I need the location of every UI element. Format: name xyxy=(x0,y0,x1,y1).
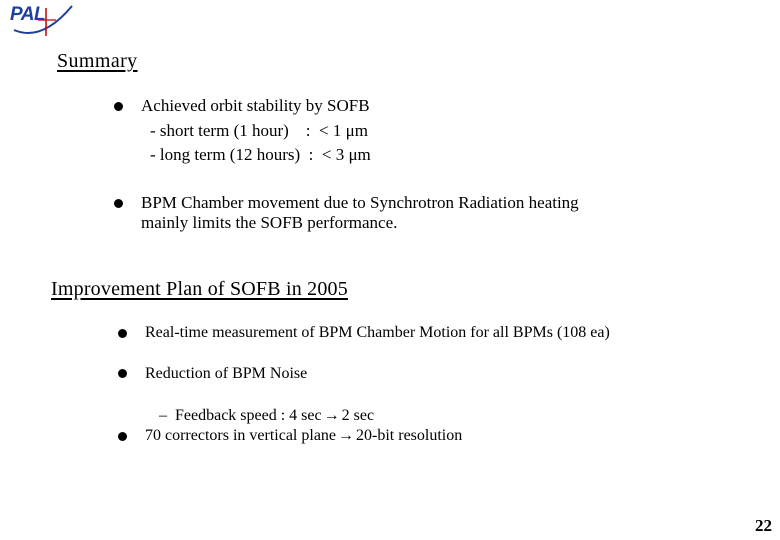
pal-logo xyxy=(6,2,76,38)
bullet-dot xyxy=(118,369,127,378)
plan-heading: Improvement Plan of SOFB in 2005 xyxy=(51,278,348,300)
plan-item-2-sub xyxy=(151,389,374,425)
summary-heading: Summary xyxy=(57,50,138,72)
bullet-dot xyxy=(114,199,123,208)
bullet-dot xyxy=(118,432,127,441)
plan-item-3-b: 20-bit resolution xyxy=(356,427,463,444)
summary-bullet-1-sub-1: - short term (1 hour) : < 1 μm xyxy=(150,121,368,140)
pal-logo-text: PAL xyxy=(10,4,46,25)
page-number: 22 xyxy=(755,516,772,535)
summary-bullet-1: Achieved orbit stability by SOFB xyxy=(141,96,370,115)
arrow-right-icon: → xyxy=(338,427,355,444)
plan-item-2-sub-b: 2 sec xyxy=(341,407,375,424)
plan-item-2-sub-a: – Feedback speed : 4 sec xyxy=(159,407,322,424)
plan-item-1: Real-time measurement of BPM Chamber Motion for all BPMs (108 ea) xyxy=(145,324,610,341)
bullet-dot xyxy=(118,329,127,338)
summary-bullet-2-line-2: mainly limits the SOFB performance. xyxy=(141,213,398,232)
plan-item-3 xyxy=(145,427,462,445)
plan-item-2: Reduction of BPM Noise xyxy=(145,365,308,382)
summary-bullet-2-line-1: BPM Chamber movement due to Synchrotron Radiation heating xyxy=(141,193,579,212)
plan-item-3-a: 70 correctors in vertical plane xyxy=(145,427,337,444)
summary-bullet-1-sub-2: - long term (12 hours) : < 3 μm xyxy=(150,145,371,164)
bullet-dot xyxy=(114,102,123,111)
arrow-right-icon: → xyxy=(323,407,340,424)
